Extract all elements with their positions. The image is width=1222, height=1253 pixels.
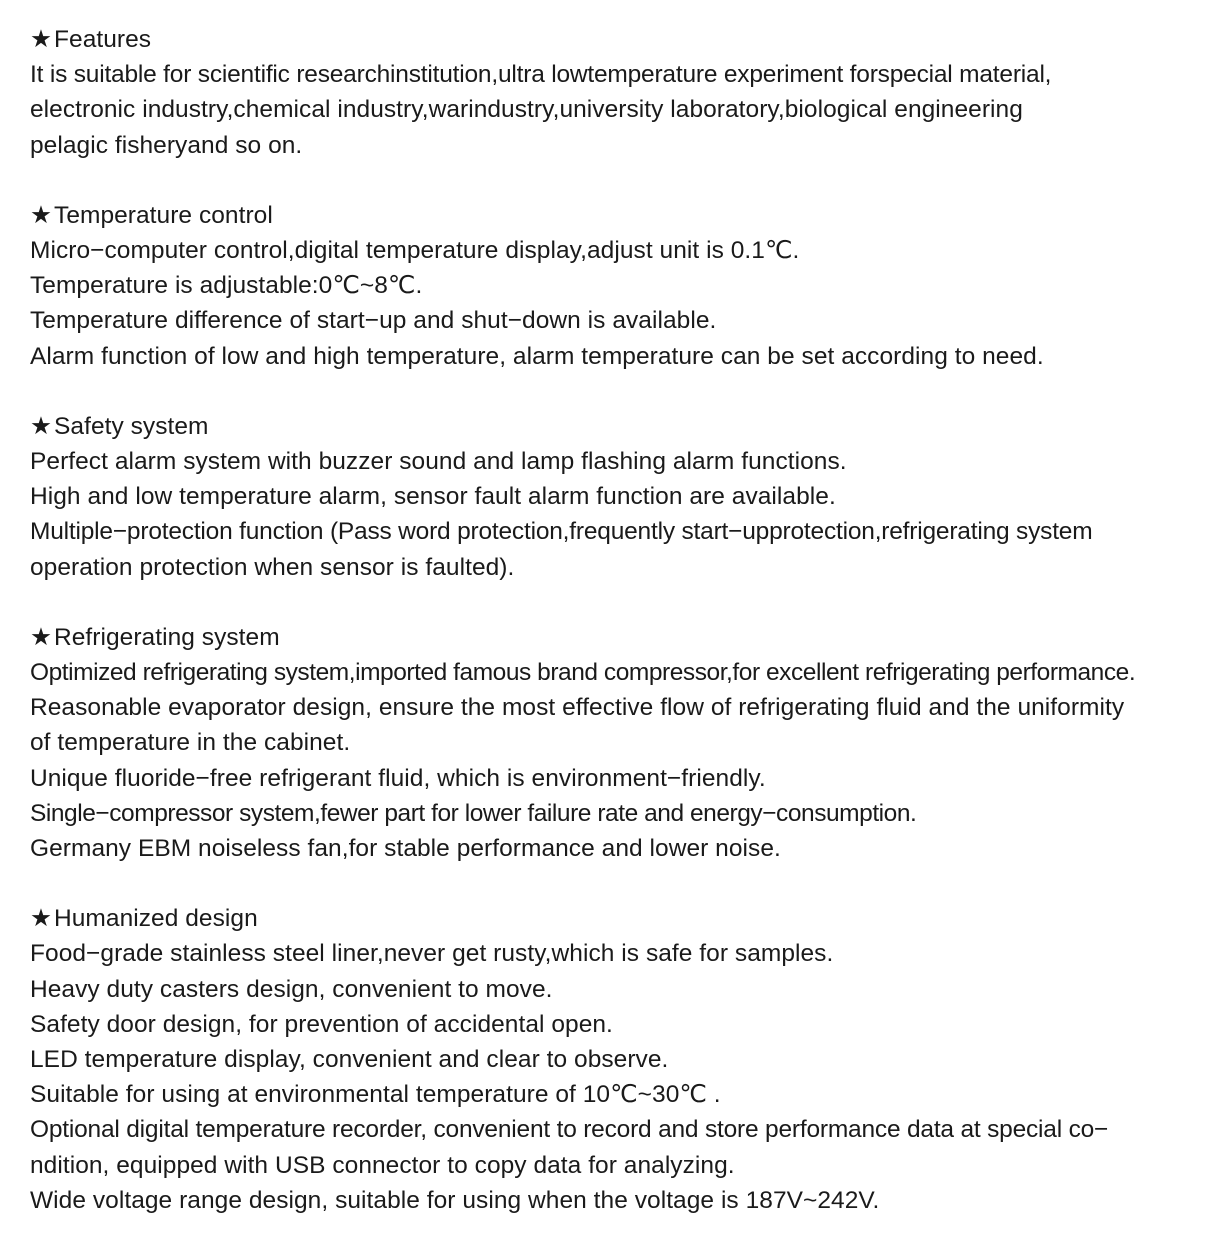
body-line: Temperature is adjustable:0℃~8℃. bbox=[30, 272, 423, 300]
heading-text: Features bbox=[54, 26, 152, 53]
section-safety-system bbox=[30, 409, 1205, 585]
body-line: Optimized refrigerating system,imported famous brand compressor,for excellent refrigerating performance. bbox=[30, 659, 1136, 687]
section-heading bbox=[30, 198, 1205, 233]
body-line: Safety door design, for prevention of accidental open. bbox=[30, 1010, 613, 1038]
body-line: LED temperature display, convenient and clear to observe. bbox=[30, 1046, 669, 1074]
section-heading bbox=[30, 409, 1205, 444]
section-heading bbox=[30, 620, 1205, 655]
star-icon: ★ bbox=[30, 412, 53, 440]
section-features bbox=[30, 22, 1205, 163]
section-temperature-control bbox=[30, 198, 1205, 374]
body-line: Multiple−protection function (Pass word protection,frequently start−upprotection,refrigerating system bbox=[30, 518, 1093, 546]
body-line: High and low temperature alarm, sensor fault alarm function are available. bbox=[30, 483, 836, 511]
section-heading bbox=[30, 22, 1205, 57]
heading-text: Humanized design bbox=[54, 905, 258, 933]
body-line: electronic industry,chemical industry,warindustry,university laboratory,biological engineering bbox=[30, 96, 1023, 124]
body-line: It is suitable for scientific researchinstitution,ultra lowtemperature experiment forspecial material, bbox=[30, 61, 1052, 89]
body-line: pelagic fisheryand so on. bbox=[30, 131, 303, 159]
heading-text: Safety system bbox=[54, 412, 209, 440]
heading-text: Temperature control bbox=[54, 201, 273, 229]
body-line: Temperature difference of start−up and shut−down is available. bbox=[30, 307, 717, 335]
star-icon: ★ bbox=[30, 201, 53, 229]
body-line: operation protection when sensor is faulted). bbox=[30, 553, 515, 581]
section-heading bbox=[30, 901, 1205, 936]
heading-text: Refrigerating system bbox=[54, 623, 280, 651]
spec-document bbox=[30, 22, 1205, 1253]
body-line: of temperature in the cabinet. bbox=[30, 729, 351, 757]
body-line: Suitable for using at environmental temperature of 10℃~30℃ . bbox=[30, 1081, 721, 1109]
body-line: Germany EBM noiseless fan,for stable performance and lower noise. bbox=[30, 835, 781, 863]
section-refrigerating-system bbox=[30, 620, 1205, 866]
star-icon: ★ bbox=[30, 905, 53, 933]
body-line: Wide voltage range design, suitable for using when the voltage is 187V~242V. bbox=[30, 1186, 880, 1214]
star-icon: ★ bbox=[30, 623, 53, 651]
body-line: Food−grade stainless steel liner,never get rusty,which is safe for samples. bbox=[30, 940, 834, 968]
body-line: Reasonable evaporator design, ensure the most effective flow of refrigerating fluid and the uniformity bbox=[30, 694, 1125, 722]
body-line: Unique fluoride−free refrigerant fluid, which is environment−friendly. bbox=[30, 764, 766, 792]
body-line: Single−compressor system,fewer part for lower failure rate and energy−consumption. bbox=[30, 799, 917, 827]
body-line: Alarm function of low and high temperature, alarm temperature can be set according to need. bbox=[30, 342, 1044, 370]
body-line: Heavy duty casters design, convenient to move. bbox=[30, 975, 553, 1003]
section-humanized-design bbox=[30, 901, 1205, 1218]
star-icon: ★ bbox=[30, 26, 53, 53]
body-line: ndition, equipped with USB connector to copy data for analyzing. bbox=[30, 1151, 735, 1179]
body-line: Micro−computer control,digital temperature display,adjust unit is 0.1℃. bbox=[30, 237, 800, 265]
body-line: Optional digital temperature recorder, convenient to record and store performance data at special co− bbox=[30, 1116, 1109, 1144]
body-line: Perfect alarm system with buzzer sound and lamp flashing alarm functions. bbox=[30, 448, 847, 476]
